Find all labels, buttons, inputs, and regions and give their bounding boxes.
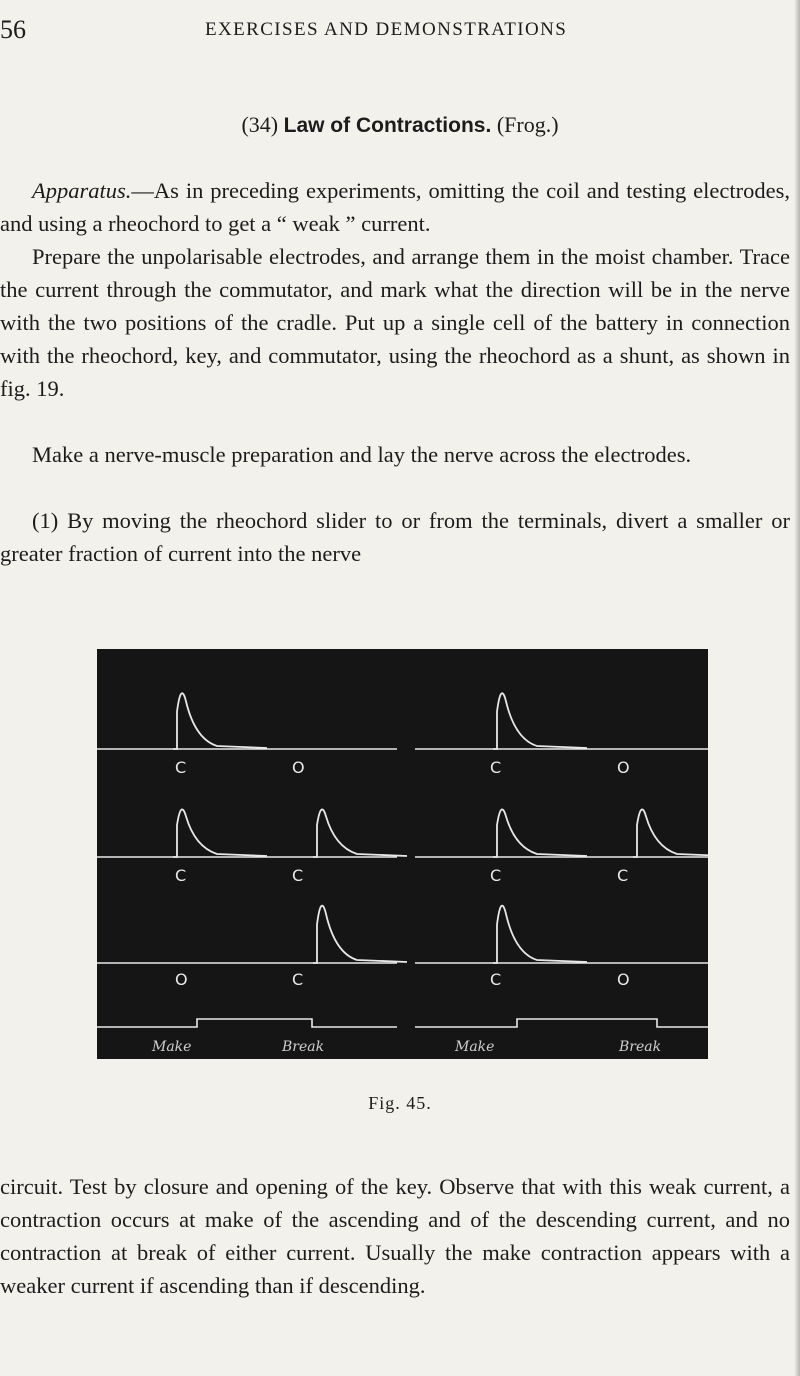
section-title [0, 110, 800, 141]
signal-label: Make [455, 1039, 495, 1055]
row-label: C [175, 866, 187, 885]
row-label: C [490, 866, 502, 885]
paragraph-rheochord: (1) By moving the rheochord slider to or from the terminals, divert a smaller or greater fraction of current into the nerve [0, 508, 790, 566]
page-number: 56 [0, 15, 26, 44]
contraction-curve [313, 906, 407, 963]
row-label: C [490, 970, 502, 989]
section-number: (34) [241, 112, 279, 137]
section-title-text: Law of Contractions. [283, 114, 492, 137]
row-label: C [292, 866, 304, 885]
contraction-curve [493, 809, 587, 857]
page-edge-shadow [794, 0, 800, 1376]
section-subject: (Frog.) [496, 112, 559, 137]
figure-contraction-tracings [97, 649, 708, 1059]
row-label: O [617, 970, 630, 989]
row-label: O [175, 970, 188, 989]
contraction-curve [173, 693, 267, 749]
signal-label: Break [619, 1039, 662, 1055]
apparatus-text: —As in preceding experiments, omitting the coil and testing electrodes, and using a rheochord to get a “ weak ” current. [0, 178, 790, 236]
row-label: O [617, 758, 630, 777]
contraction-curve [493, 906, 587, 963]
page-header [0, 14, 800, 46]
paragraph-circuit: circuit. Test by closure and opening of the key. Observe that with this weak current, a contraction occurs at make of the ascending and of the descending current, and no contraction at break of either current. Usually the make contraction appears with a weaker current if ascending than if descending. [0, 1174, 790, 1298]
tracings-svg [97, 649, 708, 1059]
running-head: EXERCISES AND DEMONSTRATIONS [205, 19, 568, 40]
signal-label: Break [282, 1039, 325, 1055]
apparatus-paragraph [0, 174, 790, 240]
paragraph-prepare: Prepare the unpolarisable electrodes, and arrange them in the moist chamber. Trace the current through the commutator, and mark what the direction will be in the nerve with the two positions of the cradle. Put up a single cell of the battery in connection with the rheochord, key, and commutator, using the rheochord as a shunt, as shown in fig. 19. [0, 244, 790, 401]
apparatus-label: Apparatus. [32, 178, 132, 203]
contraction-curve [633, 809, 708, 857]
row-label: C [490, 758, 502, 777]
row-label: C [617, 866, 629, 885]
figure-caption: Fig. 45. [368, 1093, 432, 1113]
contraction-curve [493, 693, 587, 749]
row-label: C [175, 758, 187, 777]
signal-trace [415, 1019, 708, 1027]
contraction-curve [313, 809, 407, 857]
signal-label: Make [152, 1039, 192, 1055]
signal-trace [97, 1019, 397, 1027]
row-label: O [292, 758, 305, 777]
contraction-curve [173, 809, 267, 857]
paragraph-make-preparation: Make a nerve-muscle preparation and lay the nerve across the electrodes. [32, 442, 692, 467]
row-label: C [292, 970, 304, 989]
